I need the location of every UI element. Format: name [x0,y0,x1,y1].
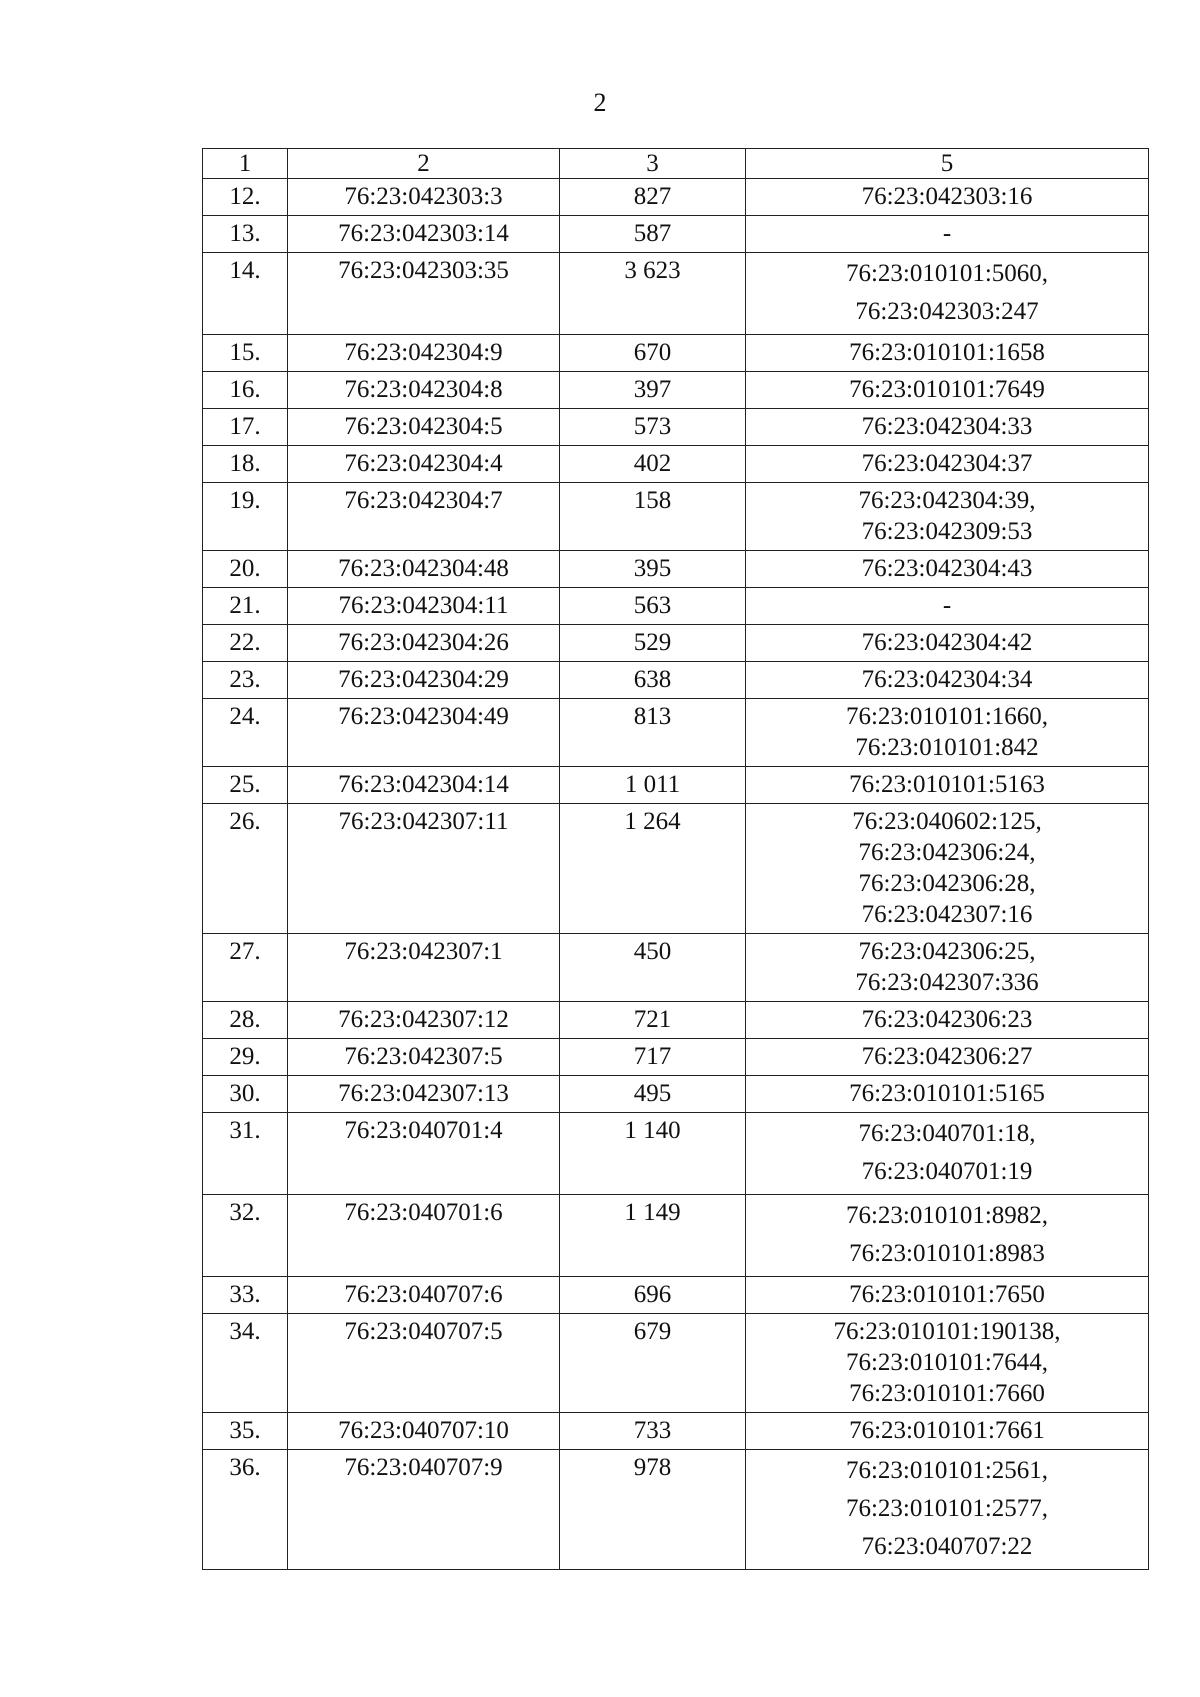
related-parcels-cell [746,372,1149,409]
related-parcel: 76:23:042304:33 [861,413,1033,440]
row-number-cell: 36. [203,1450,288,1570]
related-parcels-cell [746,625,1149,662]
table-row [203,1113,1149,1195]
table-row [203,409,1149,446]
related-parcels-cell [746,662,1149,699]
row-number-cell: 22. [203,625,288,662]
table-row [203,1076,1149,1113]
area-cell: 721 [560,1002,746,1039]
related-parcel: 76:23:042306:23 [861,1006,1033,1033]
area-cell: 3 623 [560,253,746,335]
table-row [203,1450,1149,1570]
table-row [203,1195,1149,1277]
related-parcel: 76:23:010101:1660, [845,703,1049,730]
related-parcel: 76:23:010101:2561, [845,1457,1049,1484]
cadastral-number-cell: 76:23:042304:49 [288,699,560,767]
related-parcels-cell [746,179,1149,216]
area-cell: 495 [560,1076,746,1113]
related-parcel: 76:23:042307:336 [855,969,1039,996]
area-cell: 1 140 [560,1113,746,1195]
cadastral-number-cell: 76:23:042307:11 [288,804,560,934]
row-number-cell: 29. [203,1039,288,1076]
related-parcel: 76:23:040701:19 [861,1158,1033,1185]
cadastral-number-cell: 76:23:042307:13 [288,1076,560,1113]
cadastral-number-cell: 76:23:042303:3 [288,179,560,216]
row-number-cell: 21. [203,588,288,625]
related-parcel: 76:23:010101:1658 [849,339,1045,366]
table-row [203,1314,1149,1413]
table-row [203,804,1149,934]
table-row [203,767,1149,804]
row-number-cell: 16. [203,372,288,409]
related-parcel: 76:23:042304:39, [858,487,1036,514]
related-parcel: 76:23:042307:16 [861,901,1033,928]
related-parcel: 76:23:042306:24, [858,839,1036,866]
related-parcel: 76:23:042303:247 [855,298,1039,325]
related-parcel: 76:23:010101:842 [855,734,1039,761]
row-number-cell: 17. [203,409,288,446]
related-parcel: 76:23:042306:25, [858,938,1036,965]
related-parcel: 76:23:042306:27 [861,1043,1033,1070]
related-parcel: - [942,592,952,619]
row-number-cell: 31. [203,1113,288,1195]
cadastral-number-cell: 76:23:040701:4 [288,1113,560,1195]
area-cell: 827 [560,179,746,216]
cadastral-number-cell: 76:23:042304:5 [288,409,560,446]
cadastral-number-cell: 76:23:042304:29 [288,662,560,699]
related-parcels-cell [746,699,1149,767]
page-number: 2 [593,88,607,117]
area-cell: 1 264 [560,804,746,934]
cadastral-number-cell: 76:23:042304:48 [288,551,560,588]
related-parcel: 76:23:040602:125, [852,808,1042,835]
cadastral-number-cell: 76:23:042303:35 [288,253,560,335]
area-cell: 679 [560,1314,746,1413]
related-parcel: 76:23:042309:53 [861,518,1033,545]
related-parcel: 76:23:010101:5163 [849,771,1045,798]
cadastral-number-cell: 76:23:042307:1 [288,934,560,1002]
related-parcel: 76:23:042304:42 [861,629,1033,656]
cadastral-number-cell: 76:23:040707:10 [288,1413,560,1450]
related-parcel: 76:23:042304:34 [861,666,1033,693]
table-row [203,662,1149,699]
row-number-cell: 28. [203,1002,288,1039]
table-row [203,699,1149,767]
related-parcel: 76:23:042303:16 [861,183,1033,210]
header-row [203,149,1149,179]
area-cell: 573 [560,409,746,446]
row-number-cell: 14. [203,253,288,335]
related-parcels-cell [746,1076,1149,1113]
cadastral-number-cell: 76:23:042304:7 [288,483,560,551]
related-parcels-cell [746,804,1149,934]
area-cell: 397 [560,372,746,409]
row-number-cell: 24. [203,699,288,767]
related-parcels-cell [746,1314,1149,1413]
row-number-cell: 25. [203,767,288,804]
related-parcel: 76:23:010101:2577, [845,1495,1049,1522]
cadastral-number-cell: 76:23:042304:14 [288,767,560,804]
related-parcels-cell [746,216,1149,253]
row-number-cell: 32. [203,1195,288,1277]
table-row [203,588,1149,625]
table-row [203,372,1149,409]
area-cell: 402 [560,446,746,483]
table-row [203,1277,1149,1314]
table-row [203,446,1149,483]
row-number-cell: 27. [203,934,288,1002]
related-parcels-cell [746,253,1149,335]
table-row [203,483,1149,551]
related-parcels-cell [746,409,1149,446]
header-cell-3: 3 [560,149,746,179]
header-cell-2: 2 [288,149,560,179]
related-parcels-cell [746,551,1149,588]
row-number-cell: 20. [203,551,288,588]
area-cell: 717 [560,1039,746,1076]
row-number-cell: 34. [203,1314,288,1413]
header-cell-5: 5 [746,149,1149,179]
related-parcel: 76:23:010101:7650 [849,1281,1045,1308]
area-cell: 1 149 [560,1195,746,1277]
related-parcels-cell [746,1039,1149,1076]
table-row [203,551,1149,588]
row-number-cell: 33. [203,1277,288,1314]
area-cell: 638 [560,662,746,699]
related-parcel: - [942,220,952,247]
related-parcel: 76:23:010101:5060, [845,260,1049,287]
cadastral-number-cell: 76:23:042304:8 [288,372,560,409]
row-number-cell: 12. [203,179,288,216]
related-parcel: 76:23:010101:7661 [849,1417,1045,1444]
row-number-cell: 35. [203,1413,288,1450]
row-number-cell: 18. [203,446,288,483]
table-row [203,1002,1149,1039]
area-cell: 696 [560,1277,746,1314]
related-parcels-cell [746,1113,1149,1195]
table-row [203,179,1149,216]
related-parcels-cell [746,1413,1149,1450]
cadastral-number-cell: 76:23:042303:14 [288,216,560,253]
area-cell: 1 011 [560,767,746,804]
cadastral-number-cell: 76:23:042304:9 [288,335,560,372]
table-body [203,179,1149,1570]
cadastral-number-cell: 76:23:042307:12 [288,1002,560,1039]
related-parcels-cell [746,335,1149,372]
table-row [203,1413,1149,1450]
related-parcels-cell [746,934,1149,1002]
related-parcels-cell [746,1195,1149,1277]
related-parcel: 76:23:040701:18, [858,1120,1036,1147]
area-cell: 563 [560,588,746,625]
cadastral-number-cell: 76:23:040707:5 [288,1314,560,1413]
table-row [203,1039,1149,1076]
related-parcel: 76:23:040707:22 [861,1533,1033,1560]
related-parcels-cell [746,1277,1149,1314]
related-parcel: 76:23:010101:7649 [849,376,1045,403]
cadastral-number-cell: 76:23:040707:9 [288,1450,560,1570]
table-row [203,253,1149,335]
table-row [203,335,1149,372]
related-parcel: 76:23:042306:28, [858,870,1036,897]
area-cell: 978 [560,1450,746,1570]
area-cell: 395 [560,551,746,588]
row-number-cell: 13. [203,216,288,253]
related-parcel: 76:23:042304:43 [861,555,1033,582]
related-parcels-cell [746,446,1149,483]
area-cell: 529 [560,625,746,662]
related-parcels-cell [746,767,1149,804]
related-parcel: 76:23:042304:37 [861,450,1033,477]
related-parcel: 76:23:010101:8983 [849,1240,1045,1267]
row-number-cell: 19. [203,483,288,551]
cadastral-number-cell: 76:23:042304:4 [288,446,560,483]
row-number-cell: 23. [203,662,288,699]
related-parcel: 76:23:010101:5165 [849,1080,1045,1107]
cadastral-number-cell: 76:23:042304:11 [288,588,560,625]
area-cell: 587 [560,216,746,253]
related-parcel: 76:23:010101:7660 [849,1380,1045,1407]
row-number-cell: 15. [203,335,288,372]
area-cell: 158 [560,483,746,551]
row-number-cell: 30. [203,1076,288,1113]
related-parcel: 76:23:010101:190138, [833,1318,1061,1345]
table-row [203,625,1149,662]
related-parcels-cell [746,483,1149,551]
cadastral-table [202,148,1149,1570]
area-cell: 733 [560,1413,746,1450]
related-parcels-cell [746,1450,1149,1570]
cadastral-number-cell: 76:23:040701:6 [288,1195,560,1277]
header-cell-1: 1 [203,149,288,179]
area-cell: 670 [560,335,746,372]
cadastral-number-cell: 76:23:042304:26 [288,625,560,662]
row-number-cell: 26. [203,804,288,934]
table-row [203,934,1149,1002]
table-header [203,149,1149,179]
area-cell: 813 [560,699,746,767]
related-parcels-cell [746,1002,1149,1039]
related-parcel: 76:23:010101:8982, [845,1202,1049,1229]
table-row [203,216,1149,253]
cadastral-number-cell: 76:23:042307:5 [288,1039,560,1076]
related-parcel: 76:23:010101:7644, [845,1349,1049,1376]
related-parcels-cell [746,588,1149,625]
cadastral-number-cell: 76:23:040707:6 [288,1277,560,1314]
area-cell: 450 [560,934,746,1002]
